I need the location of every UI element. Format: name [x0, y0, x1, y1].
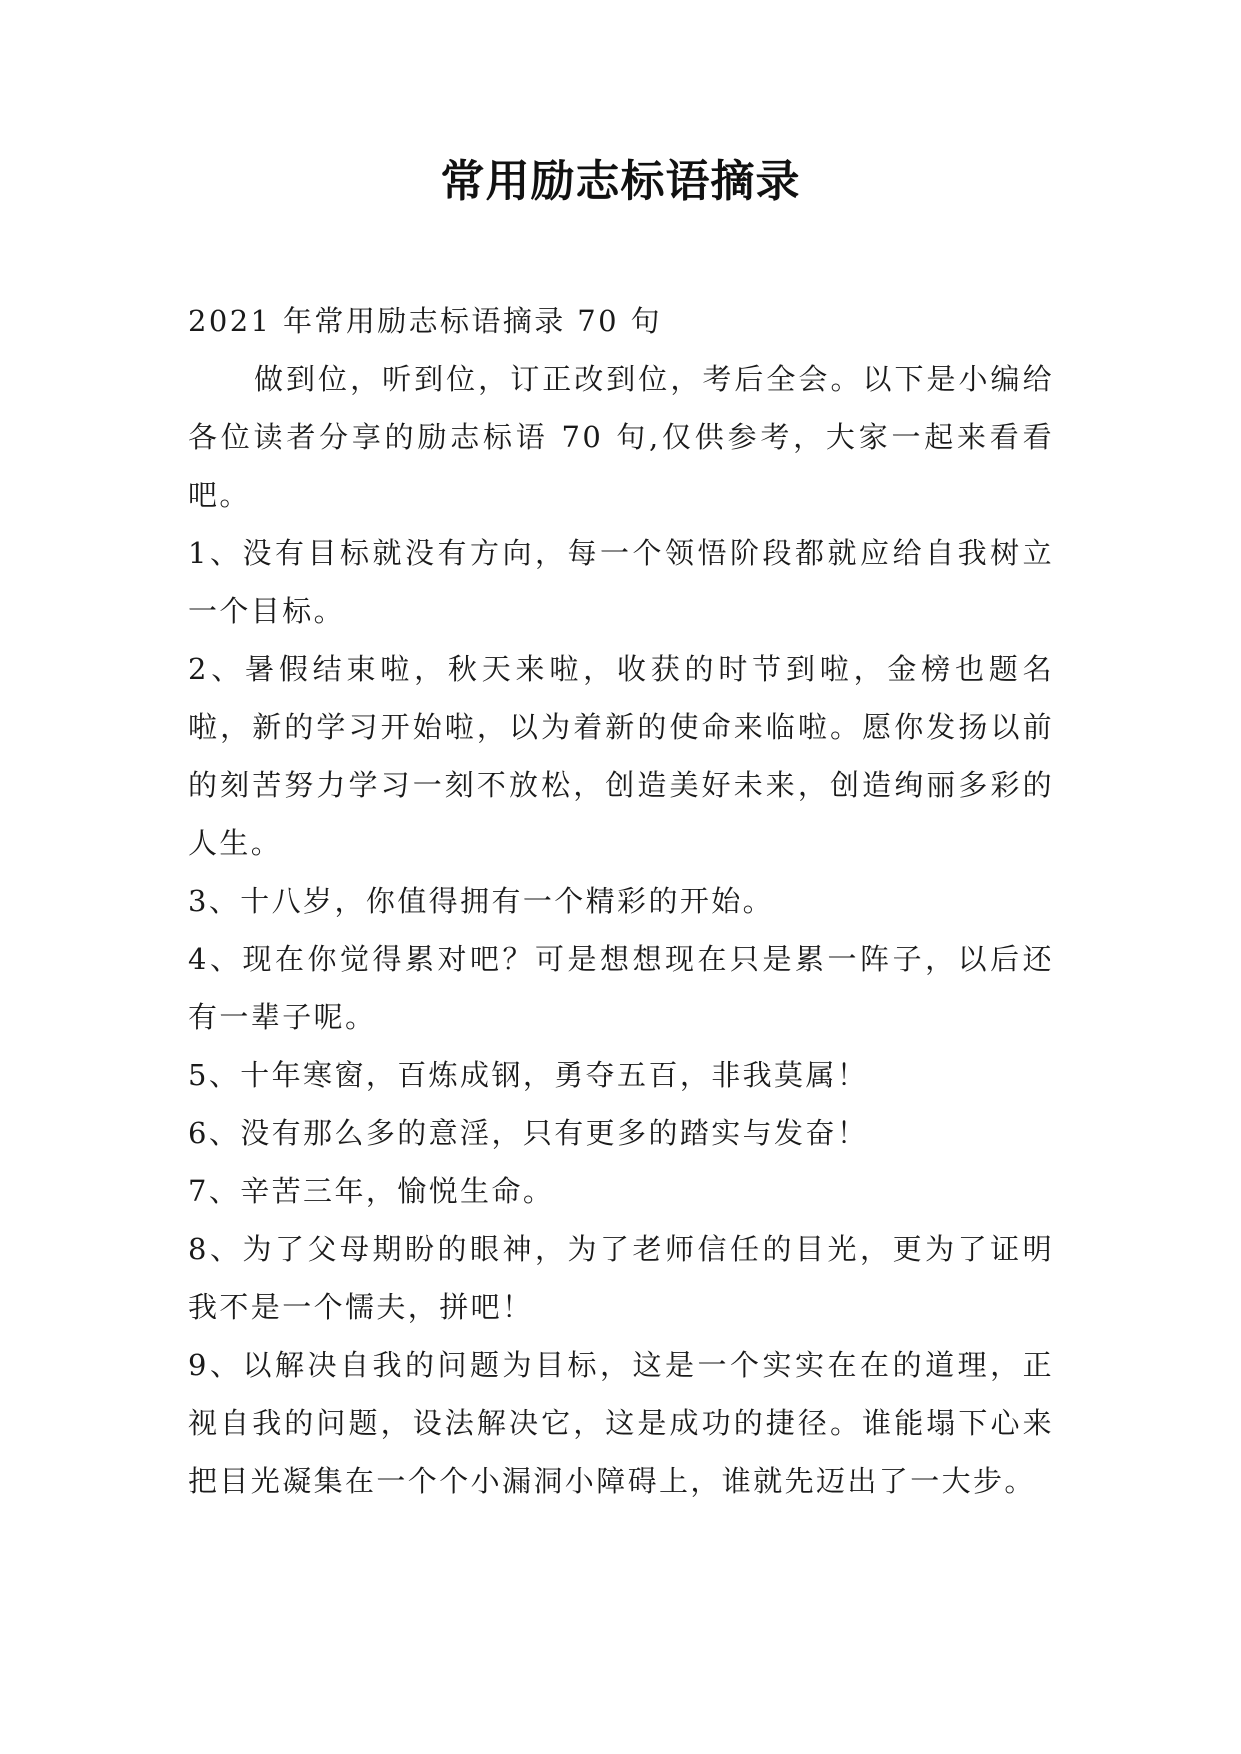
list-item: 1、没有目标就没有方向，每一个领悟阶段都就应给自我树立一个目标。 — [188, 536, 1054, 628]
list-item: 6、没有那么多的意淫，只有更多的踏实与发奋！ — [188, 1116, 869, 1150]
document-title: 常用励志标语摘录 — [440, 156, 801, 207]
document-body — [188, 292, 1054, 1510]
intro-paragraph: 做到位，听到位，订正改到位，考后全会。以下是小编给各位读者分享的励志标语 70 句,仅供参考，大家一起来看看吧。 — [188, 362, 1054, 512]
document-subtitle: 2021 年常用励志标语摘录 70 句 — [188, 304, 662, 338]
list-item: 7、辛苦三年，愉悦生命。 — [188, 1174, 555, 1208]
list-item: 9、以解决自我的问题为目标，这是一个实实在在的道理，正视自我的问题，设法解决它，这是成功的捷径。谁能塌下心来把目光凝集在一个个小漏洞小障碍上，谁就先迈出了一大步。 — [188, 1348, 1054, 1498]
list-item: 3、十八岁，你值得拥有一个精彩的开始。 — [188, 884, 775, 918]
list-item: 8、为了父母期盼的眼神，为了老师信任的目光，更为了证明我不是一个懦夫，拼吧！ — [188, 1232, 1054, 1324]
list-item: 4、现在你觉得累对吧？可是想想现在只是累一阵子，以后还有一辈子呢。 — [188, 942, 1054, 1034]
list-item: 5、十年寒窗，百炼成钢，勇夺五百，非我莫属！ — [188, 1058, 869, 1092]
list-item: 2、暑假结束啦，秋天来啦，收获的时节到啦，金榜也题名啦，新的学习开始啦，以为着新的使命来临啦。愿你发扬以前的刻苦努力学习一刻不放松，创造美好未来，创造绚丽多彩的人生。 — [188, 652, 1054, 860]
